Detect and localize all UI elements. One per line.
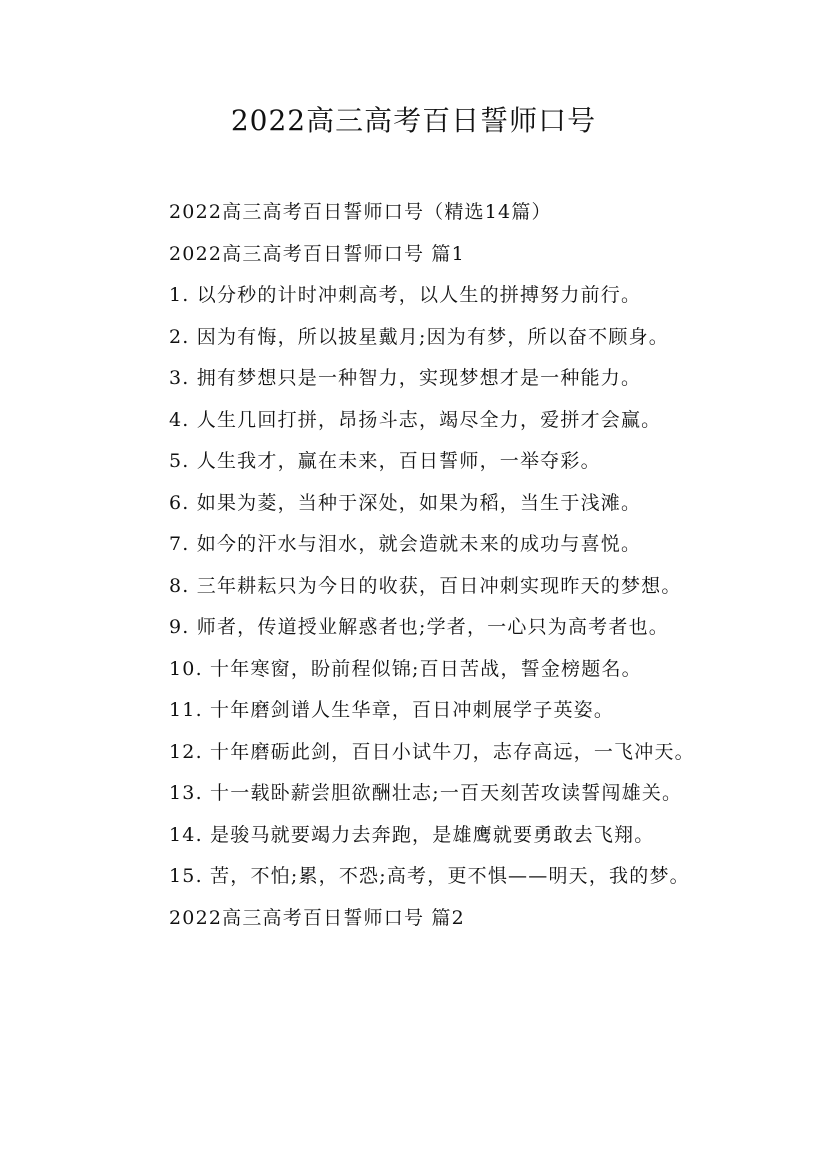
slogan-item: 11. 十年磨剑谱人生华章，百日冲刺展学子英姿。 bbox=[169, 699, 615, 721]
slogan-item: 13. 十一载卧薪尝胆欲酬壮志;一百天刻苦攻读誓闯雄关。 bbox=[169, 782, 683, 804]
slogan-item: 1. 以分秒的计时冲刺高考，以人生的拼搏努力前行。 bbox=[169, 284, 642, 306]
slogan-item: 10. 十年寒窗，盼前程似锦;百日苦战，誓金榜题名。 bbox=[169, 657, 642, 680]
slogan-item: 4. 人生几回打拼，昂扬斗志，竭尽全力，爱拼才会赢。 bbox=[169, 408, 662, 431]
slogan-item: 3. 拥有梦想只是一种智力，实现梦想才是一种能力。 bbox=[169, 367, 642, 389]
slogan-item: 14. 是骏马就要竭力去奔跑，是雄鹰就要勇敢去飞翔。 bbox=[169, 823, 655, 846]
slogan-item: 5. 人生我才，赢在未来，百日誓师，一举夺彩。 bbox=[169, 450, 601, 472]
slogan-item: 7. 如今的汗水与泪水，就会造就未来的成功与喜悦。 bbox=[169, 533, 642, 555]
document-title: 2022高三高考百日誓师口号 bbox=[230, 104, 597, 137]
slogan-item: 15. 苦，不怕;累，不恐;高考，更不惧——明天，我的梦。 bbox=[169, 865, 690, 887]
slogan-item: 6. 如果为菱，当种于深处，如果为稻，当生于浅滩。 bbox=[169, 491, 642, 514]
intro-paragraph: 2022高三高考百日誓师口号（精选14篇） bbox=[169, 201, 552, 223]
slogan-item: 2. 因为有悔，所以披星戴月;因为有梦，所以奋不顾身。 bbox=[169, 325, 669, 348]
section-heading: 2022高三高考百日誓师口号 篇2 bbox=[169, 906, 465, 929]
document-body bbox=[122, 192, 712, 939]
slogan-item: 9. 师者，传道授业解惑者也;学者，一心只为高考者也。 bbox=[169, 616, 669, 638]
slogan-item: 12. 十年磨砺此剑，百日小试牛刀，志存高远，一飞冲天。 bbox=[169, 740, 695, 763]
slogan-item: 8. 三年耕耘只为今日的收获，百日冲刺实现昨天的梦想。 bbox=[169, 574, 682, 597]
section-heading: 2022高三高考百日誓师口号 篇1 bbox=[169, 242, 465, 265]
